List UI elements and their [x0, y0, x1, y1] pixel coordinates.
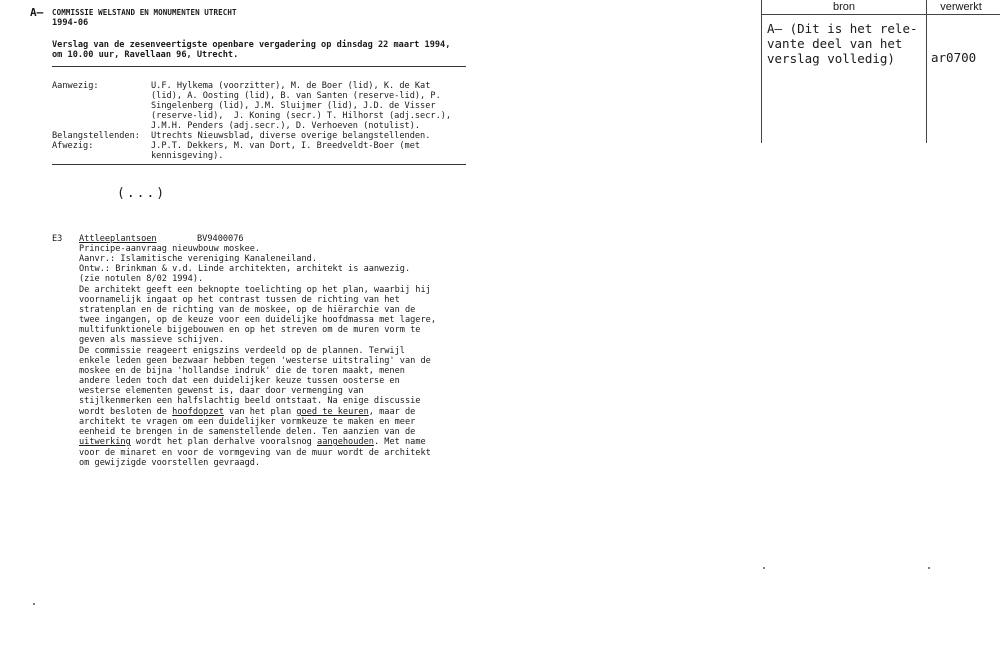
text-fragment: , maar de [368, 407, 416, 417]
item-body-line: moskee en de bijna 'hollandse indruk' die de toren maakt, menen [79, 366, 405, 376]
aanwezig-line: (lid), A. Oosting (lid), B. van Santen (reserve-lid), P. [151, 91, 441, 101]
table-header-divider [761, 14, 1000, 15]
aanwezig-line: J.M.H. Penders (adj.secr.), D. Verhoeven (notulist). [151, 121, 421, 131]
aanwezig-line: Singelenberg (lid), J.M. Sluijmer (lid), J.D. de Visser [151, 101, 436, 111]
item-body-line: voornamelijk ingaat op het contrast tussen de richting van het [79, 295, 400, 305]
item-body-line: twee ingangen, op de keuze voor een duidelijke hoofdmassa met lagere, [79, 315, 436, 325]
scan-speck [763, 567, 765, 569]
verwerkt-code: ar0700 [931, 50, 977, 65]
column-header-verwerkt: verwerkt [940, 1, 982, 13]
belangstellenden-label: Belangstellenden: [52, 131, 140, 141]
agenda-item-label: E3 [52, 234, 63, 244]
document-date: 1994-06 [52, 18, 89, 28]
afwezig-label: Afwezig: [52, 141, 94, 151]
bron-note-line: verslag volledig) [767, 51, 895, 66]
bron-note-line: A— (Dit is het rele- [767, 21, 918, 36]
text-fragment: wordt het plan derhalve vooralsnog [130, 437, 318, 447]
item-body-line: Aanvr.: Islamitische vereniging Kanaleneiland. [79, 254, 317, 264]
section-marker: A— [30, 6, 44, 19]
item-body-line: westerse elementen gewenst is, daar door vermenging van [79, 386, 364, 396]
scan-speck [928, 567, 930, 569]
item-body-line: stratenplan en de richting van de moskee, op de hiërarchie van de [79, 305, 416, 315]
item-body-line: enkele leden geen bezwaar hebben tegen 'westerse uitstraling' van de [79, 356, 431, 366]
aanwezig-label: Aanwezig: [52, 81, 99, 91]
text-fragment: wordt besloten de [79, 407, 173, 417]
item-body-line: De commissie reageert enigszins verdeeld op de plannen. Terwijl [79, 346, 405, 356]
belangstellenden-text: Utrechts Nieuwsblad, diverse overige belangstellenden. [151, 131, 431, 141]
text-fragment: . Met name [373, 437, 426, 447]
document-title-line-2: om 10.00 uur, Ravellaan 96, Utrecht. [52, 50, 239, 60]
agenda-item-location: Attleeplantsoen [79, 234, 157, 244]
organization-name: COMMISSIE WELSTAND EN MONUMENTEN UTRECHT [52, 8, 237, 17]
afwezig-line: kennisgeving). [151, 151, 224, 161]
underlined-term-uitwerking: uitwerking [79, 437, 131, 447]
bron-note-line: vante deel van het [767, 36, 903, 51]
item-body-line: stijlkenmerken een halfslachtig beeld ontstaat. Na enige discussie [79, 396, 421, 406]
item-body-line [79, 437, 426, 447]
item-body-line: De architekt geeft een beknopte toelichting op het plan, waarbij hij [79, 285, 431, 295]
table-border-middle [926, 0, 927, 143]
underlined-term-goedkeuren: goed te keuren [296, 407, 369, 417]
item-body-line: om gewijzigde voorstellen gevraagd. [79, 458, 261, 468]
item-body-line: (zie notulen 8/02 1994). [79, 274, 204, 284]
item-body-line: Principe-aanvraag nieuwbouw moskee. [79, 244, 261, 254]
aanwezig-line: U.F. Hylkema (voorzitter), M. de Boer (lid), K. de Kat [151, 81, 431, 91]
attendance-divider [52, 164, 466, 165]
table-border-left [761, 0, 762, 143]
underlined-term-hoofdopzet: hoofdopzet [172, 407, 224, 417]
afwezig-line: J.P.T. Dekkers, M. van Dort, I. Breedveldt-Boer (met [151, 141, 421, 151]
item-body-line: architekt te vragen om een duidelijker vormkeuze te maken en meer [79, 417, 416, 427]
column-header-bron: bron [832, 1, 856, 13]
document-title-line-1: Verslag van de zesenveertigste openbare vergadering op dinsdag 22 maart 1994, [52, 40, 451, 50]
agenda-item-code: BV9400076 [197, 234, 244, 244]
underlined-term-aangehouden: aangehouden [317, 437, 374, 447]
header-divider [52, 66, 466, 67]
item-body-line: eenheid te brengen in de samenstellende delen. Ten aanzien van de [79, 427, 416, 437]
item-body-line: multifunktionele bijgebouwen en op het streven om de muren vorm te [79, 325, 421, 335]
item-body-line: Ontw.: Brinkman & v.d. Linde architekten, architekt is aanwezig. [79, 264, 411, 274]
item-body-line [79, 407, 415, 417]
text-fragment: van het plan [223, 407, 297, 417]
aanwezig-line: (reserve-lid), J. Koning (secr.) T. Hilhorst (adj.secr.), [151, 111, 452, 121]
omission-ellipsis: (...) [117, 186, 167, 201]
scan-speck [33, 603, 35, 605]
item-body-line: voor de minaret en voor de vormgeving van de muur wordt de architekt [79, 448, 431, 458]
item-body-line: geven als massieve schijven. [79, 335, 224, 345]
item-body-line: andere leden toch dat een duidelijker keuze tussen oosterse en [79, 376, 400, 386]
